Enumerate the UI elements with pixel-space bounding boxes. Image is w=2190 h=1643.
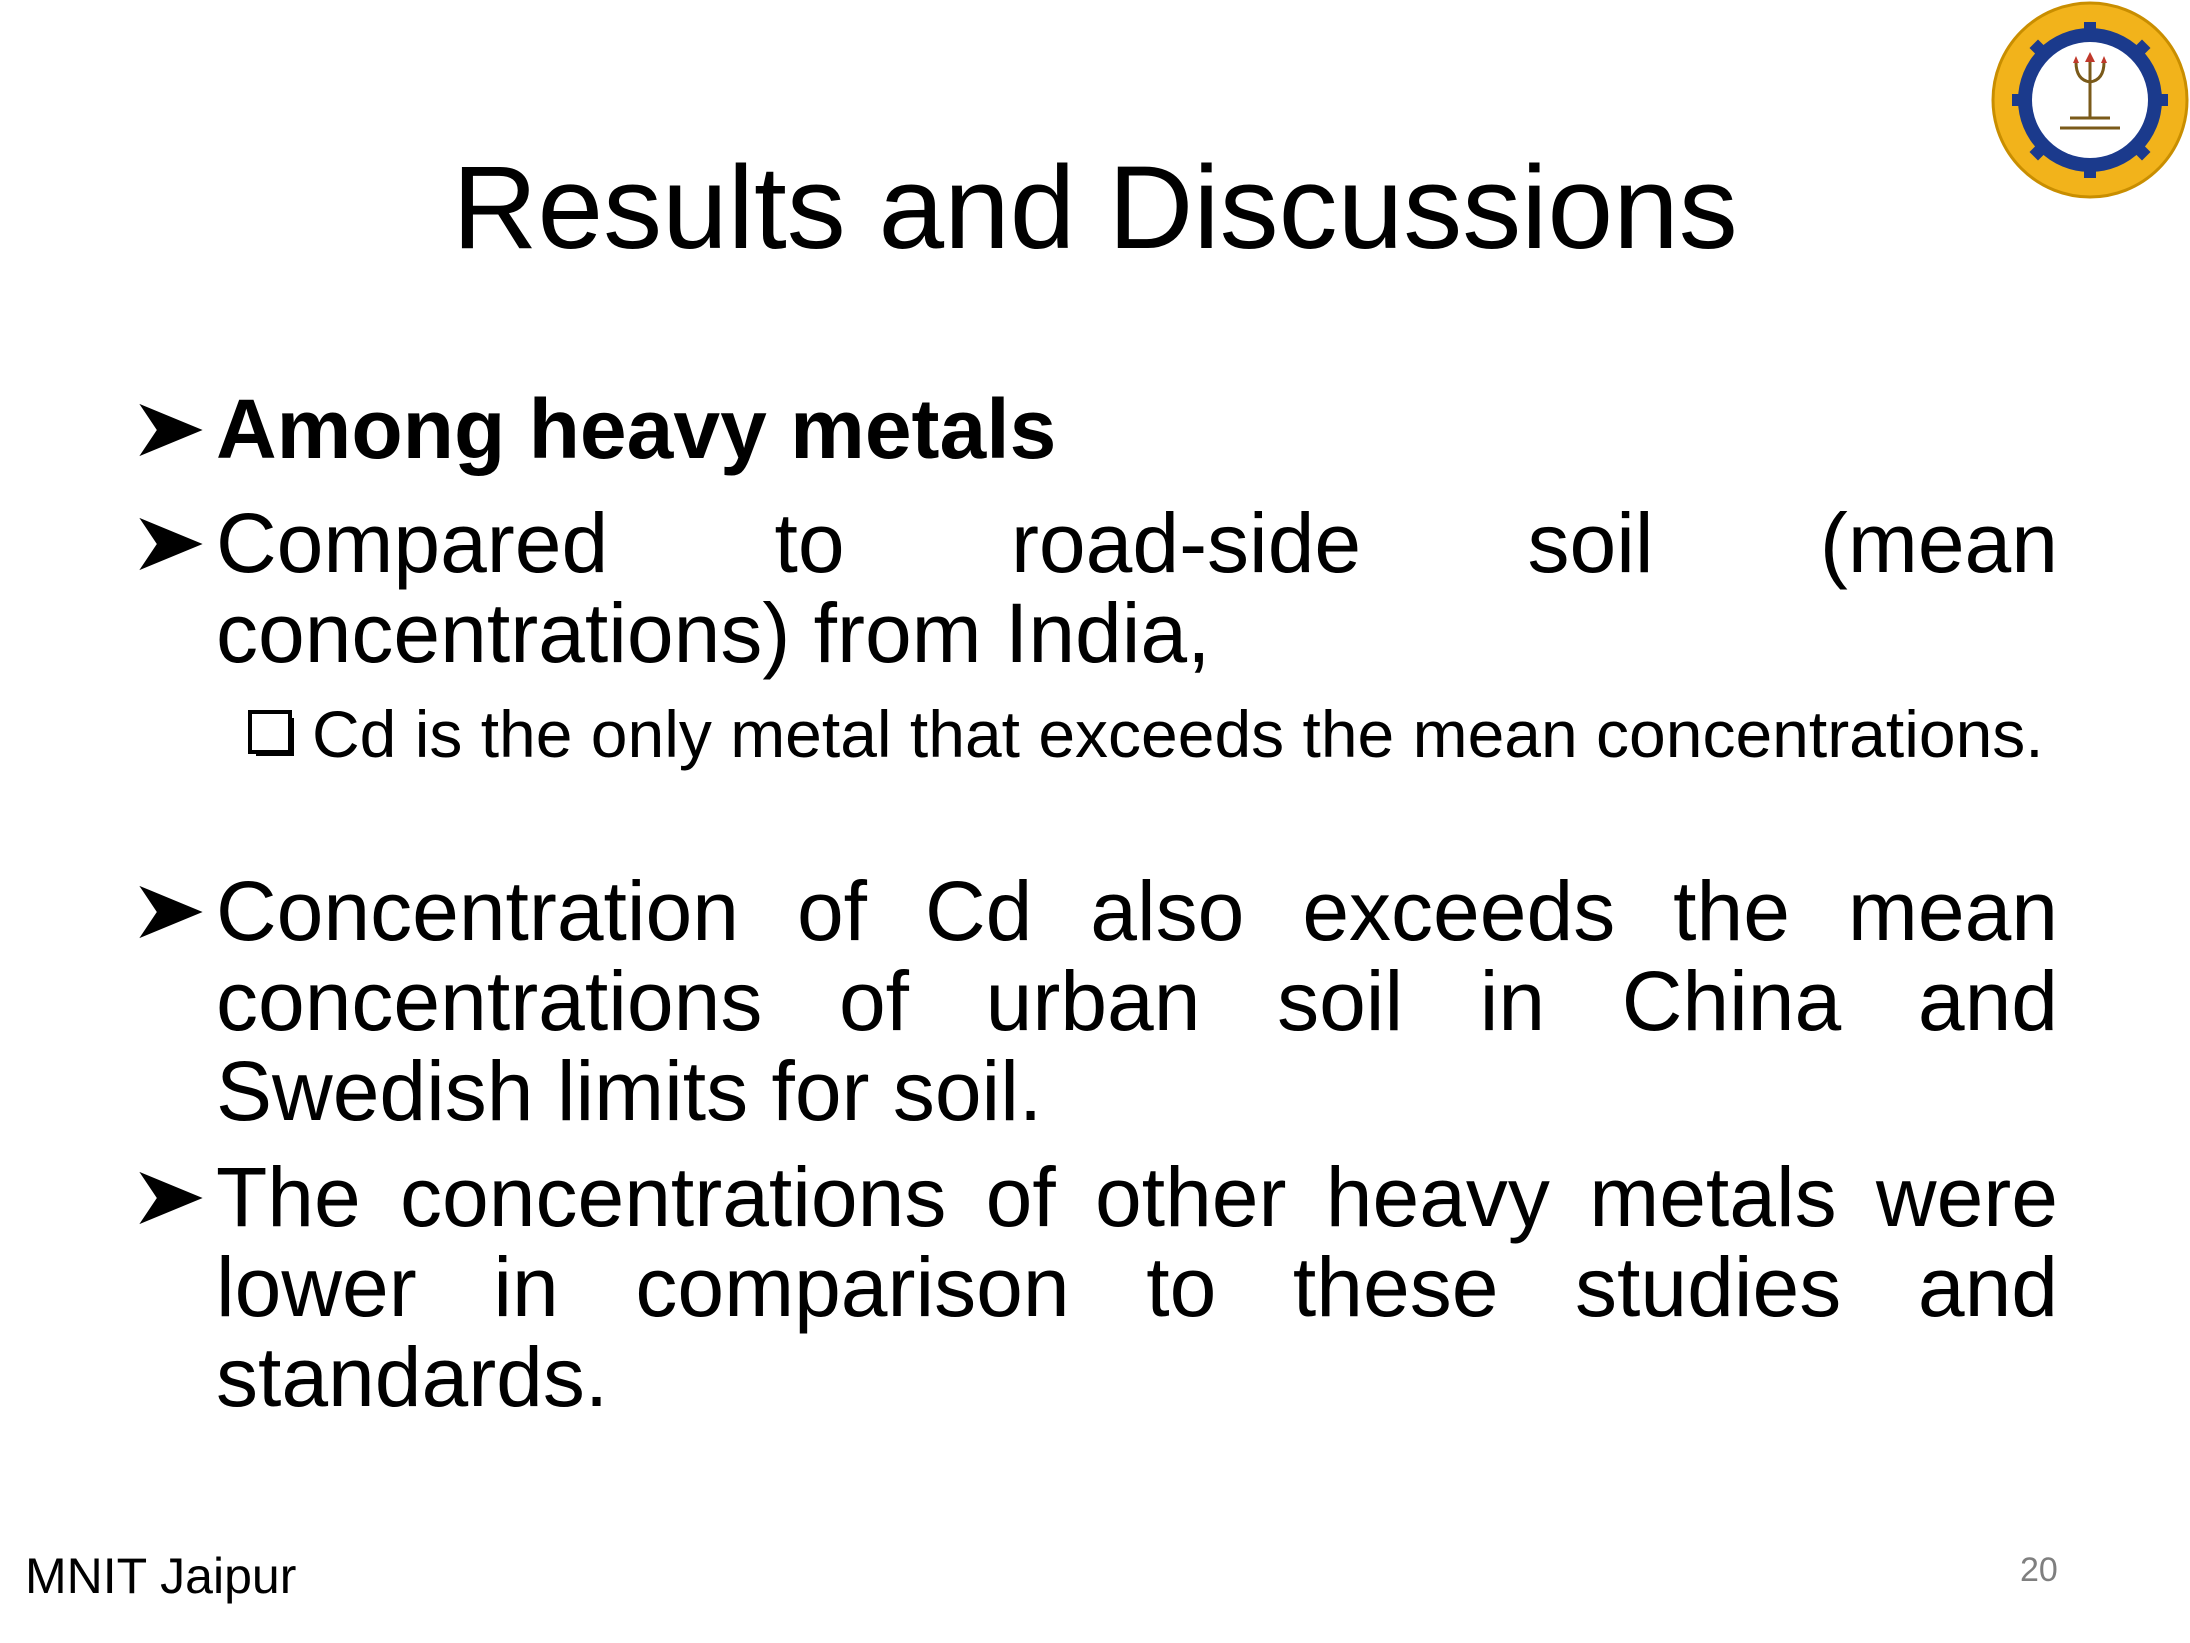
arrow-bullet-icon (138, 498, 216, 588)
bullet-item (138, 384, 2058, 474)
checkbox-bullet-icon (246, 708, 298, 760)
slide-title: Results and Discussions (452, 142, 1738, 274)
bullet-item (138, 498, 2058, 678)
bullet-text: Compared to road-side soil (mean concentrations) from India, (216, 496, 2058, 680)
sub-bullet-item (246, 696, 2058, 772)
bullet-item (138, 1152, 2058, 1422)
bullet-text: Among heavy metals (216, 382, 1057, 476)
footer-institution: MNIT Jaipur (25, 1548, 297, 1604)
bullet-text: Concentration of Cd also exceeds the mean concentrations of urban soil in China and Swedish limits for soil. (216, 864, 2058, 1138)
page-number: 20 (2020, 1551, 2058, 1589)
arrow-bullet-icon (138, 866, 216, 956)
bullet-item (138, 866, 2058, 1136)
sub-bullet-text: Cd is the only metal that exceeds the mean concentrations. (312, 697, 2044, 771)
bullet-text: The concentrations of other heavy metals were lower in comparison to these studies and standards. (216, 1150, 2058, 1424)
institute-logo-icon (1990, 0, 2190, 200)
arrow-bullet-icon (138, 1152, 216, 1242)
arrow-bullet-icon (138, 384, 216, 474)
